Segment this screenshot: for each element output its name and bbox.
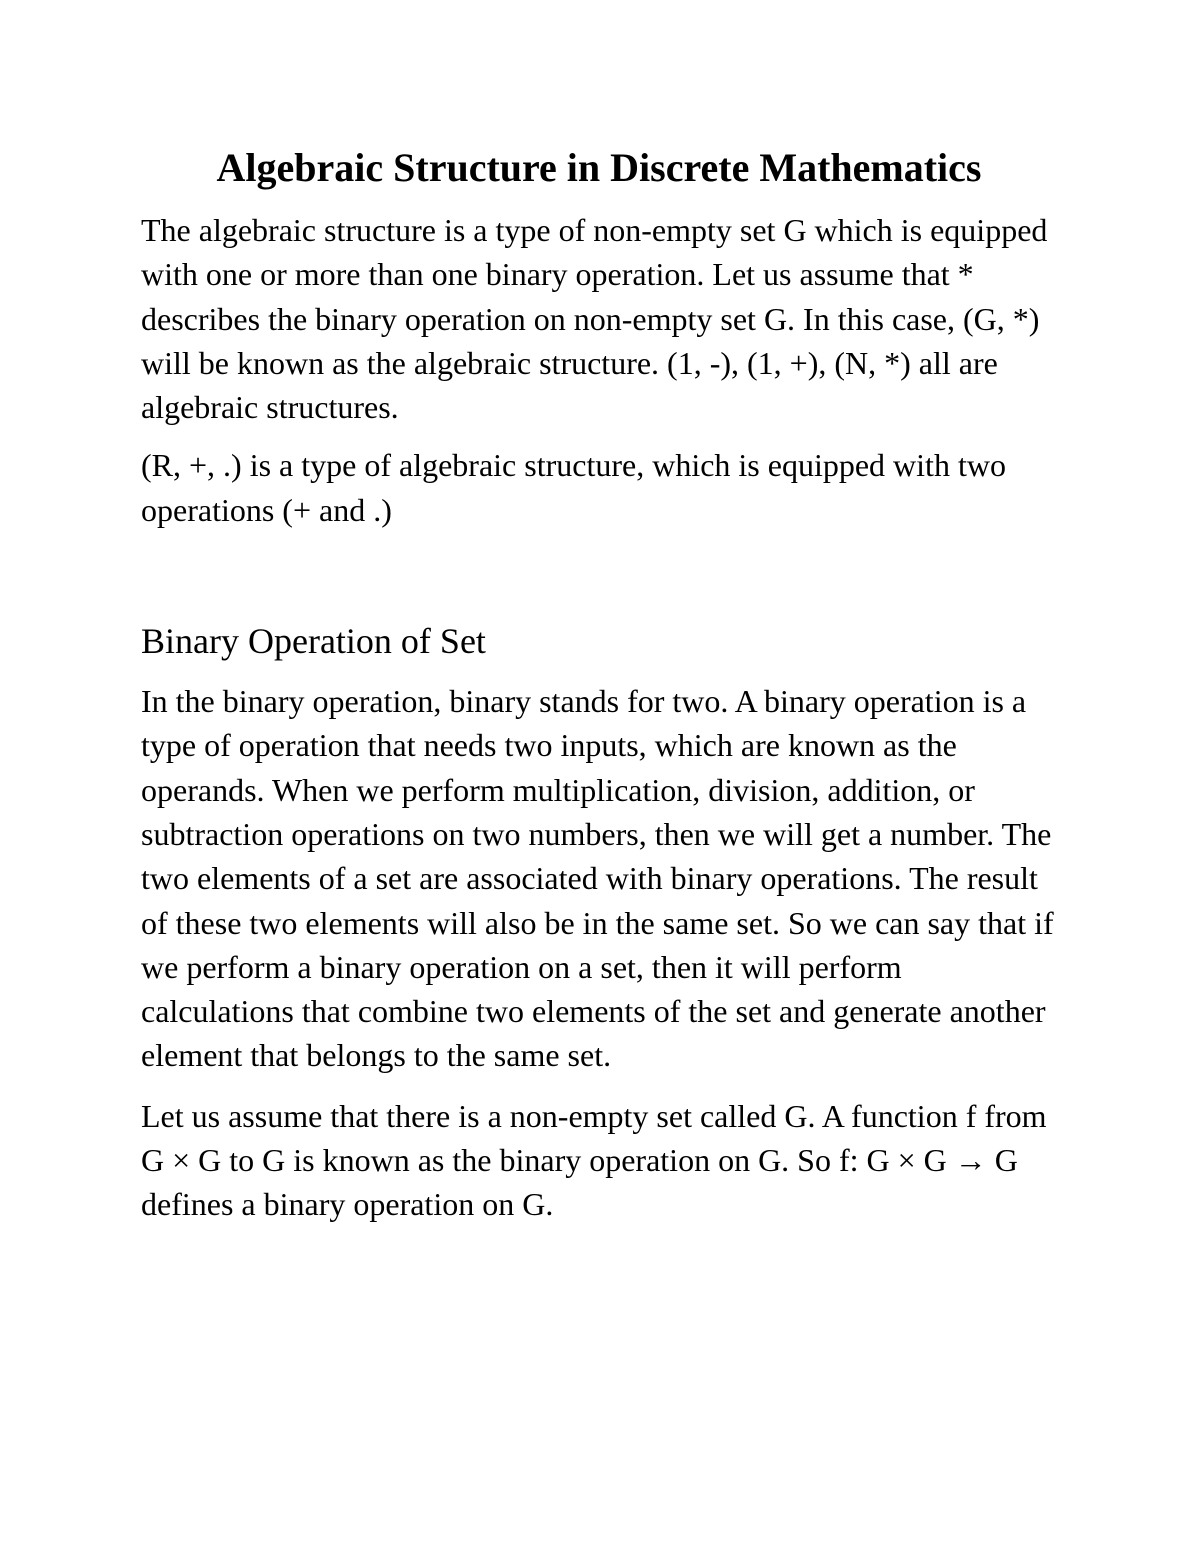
section-heading: Binary Operation of Set [141, 621, 486, 662]
intro-paragraph: The algebraic structure is a type of non-empty set G which is equipped with one or more than one binary operation. Let us assume that * describes the binary operation on non-empty set G. In this case, (G, *) will be known as the algebraic structure. (1, -), (1, +), (N, *) all are algebraic structures. [141, 212, 1048, 426]
document-body [141, 142, 1061, 1227]
section-paragraph: In the binary operation, binary stands for two. A binary operation is a type of operation that needs two inputs, which are known as the operands. When we perform multiplication, division, addition, or subtraction operations on two numbers, then we will get a number. The two elements of a set are associated with binary operations. The result of these two elements will also be in the same set. So we can say that if we perform a binary operation on a set, then it will perform calculations that combine two elements of the set and generate another element that belongs to the same set. [141, 683, 1054, 1074]
document-title: Algebraic Structure in Discrete Mathematics [216, 145, 982, 190]
example-paragraph: (R, +, .) is a type of algebraic structure, which is equipped with two operations (+ and .) [141, 447, 1006, 528]
definition-paragraph: Let us assume that there is a non-empty set called G. A function f from G × G to G is known as the binary operation on G. So f: G × G → G defines a binary operation on G. [141, 1097, 1047, 1223]
